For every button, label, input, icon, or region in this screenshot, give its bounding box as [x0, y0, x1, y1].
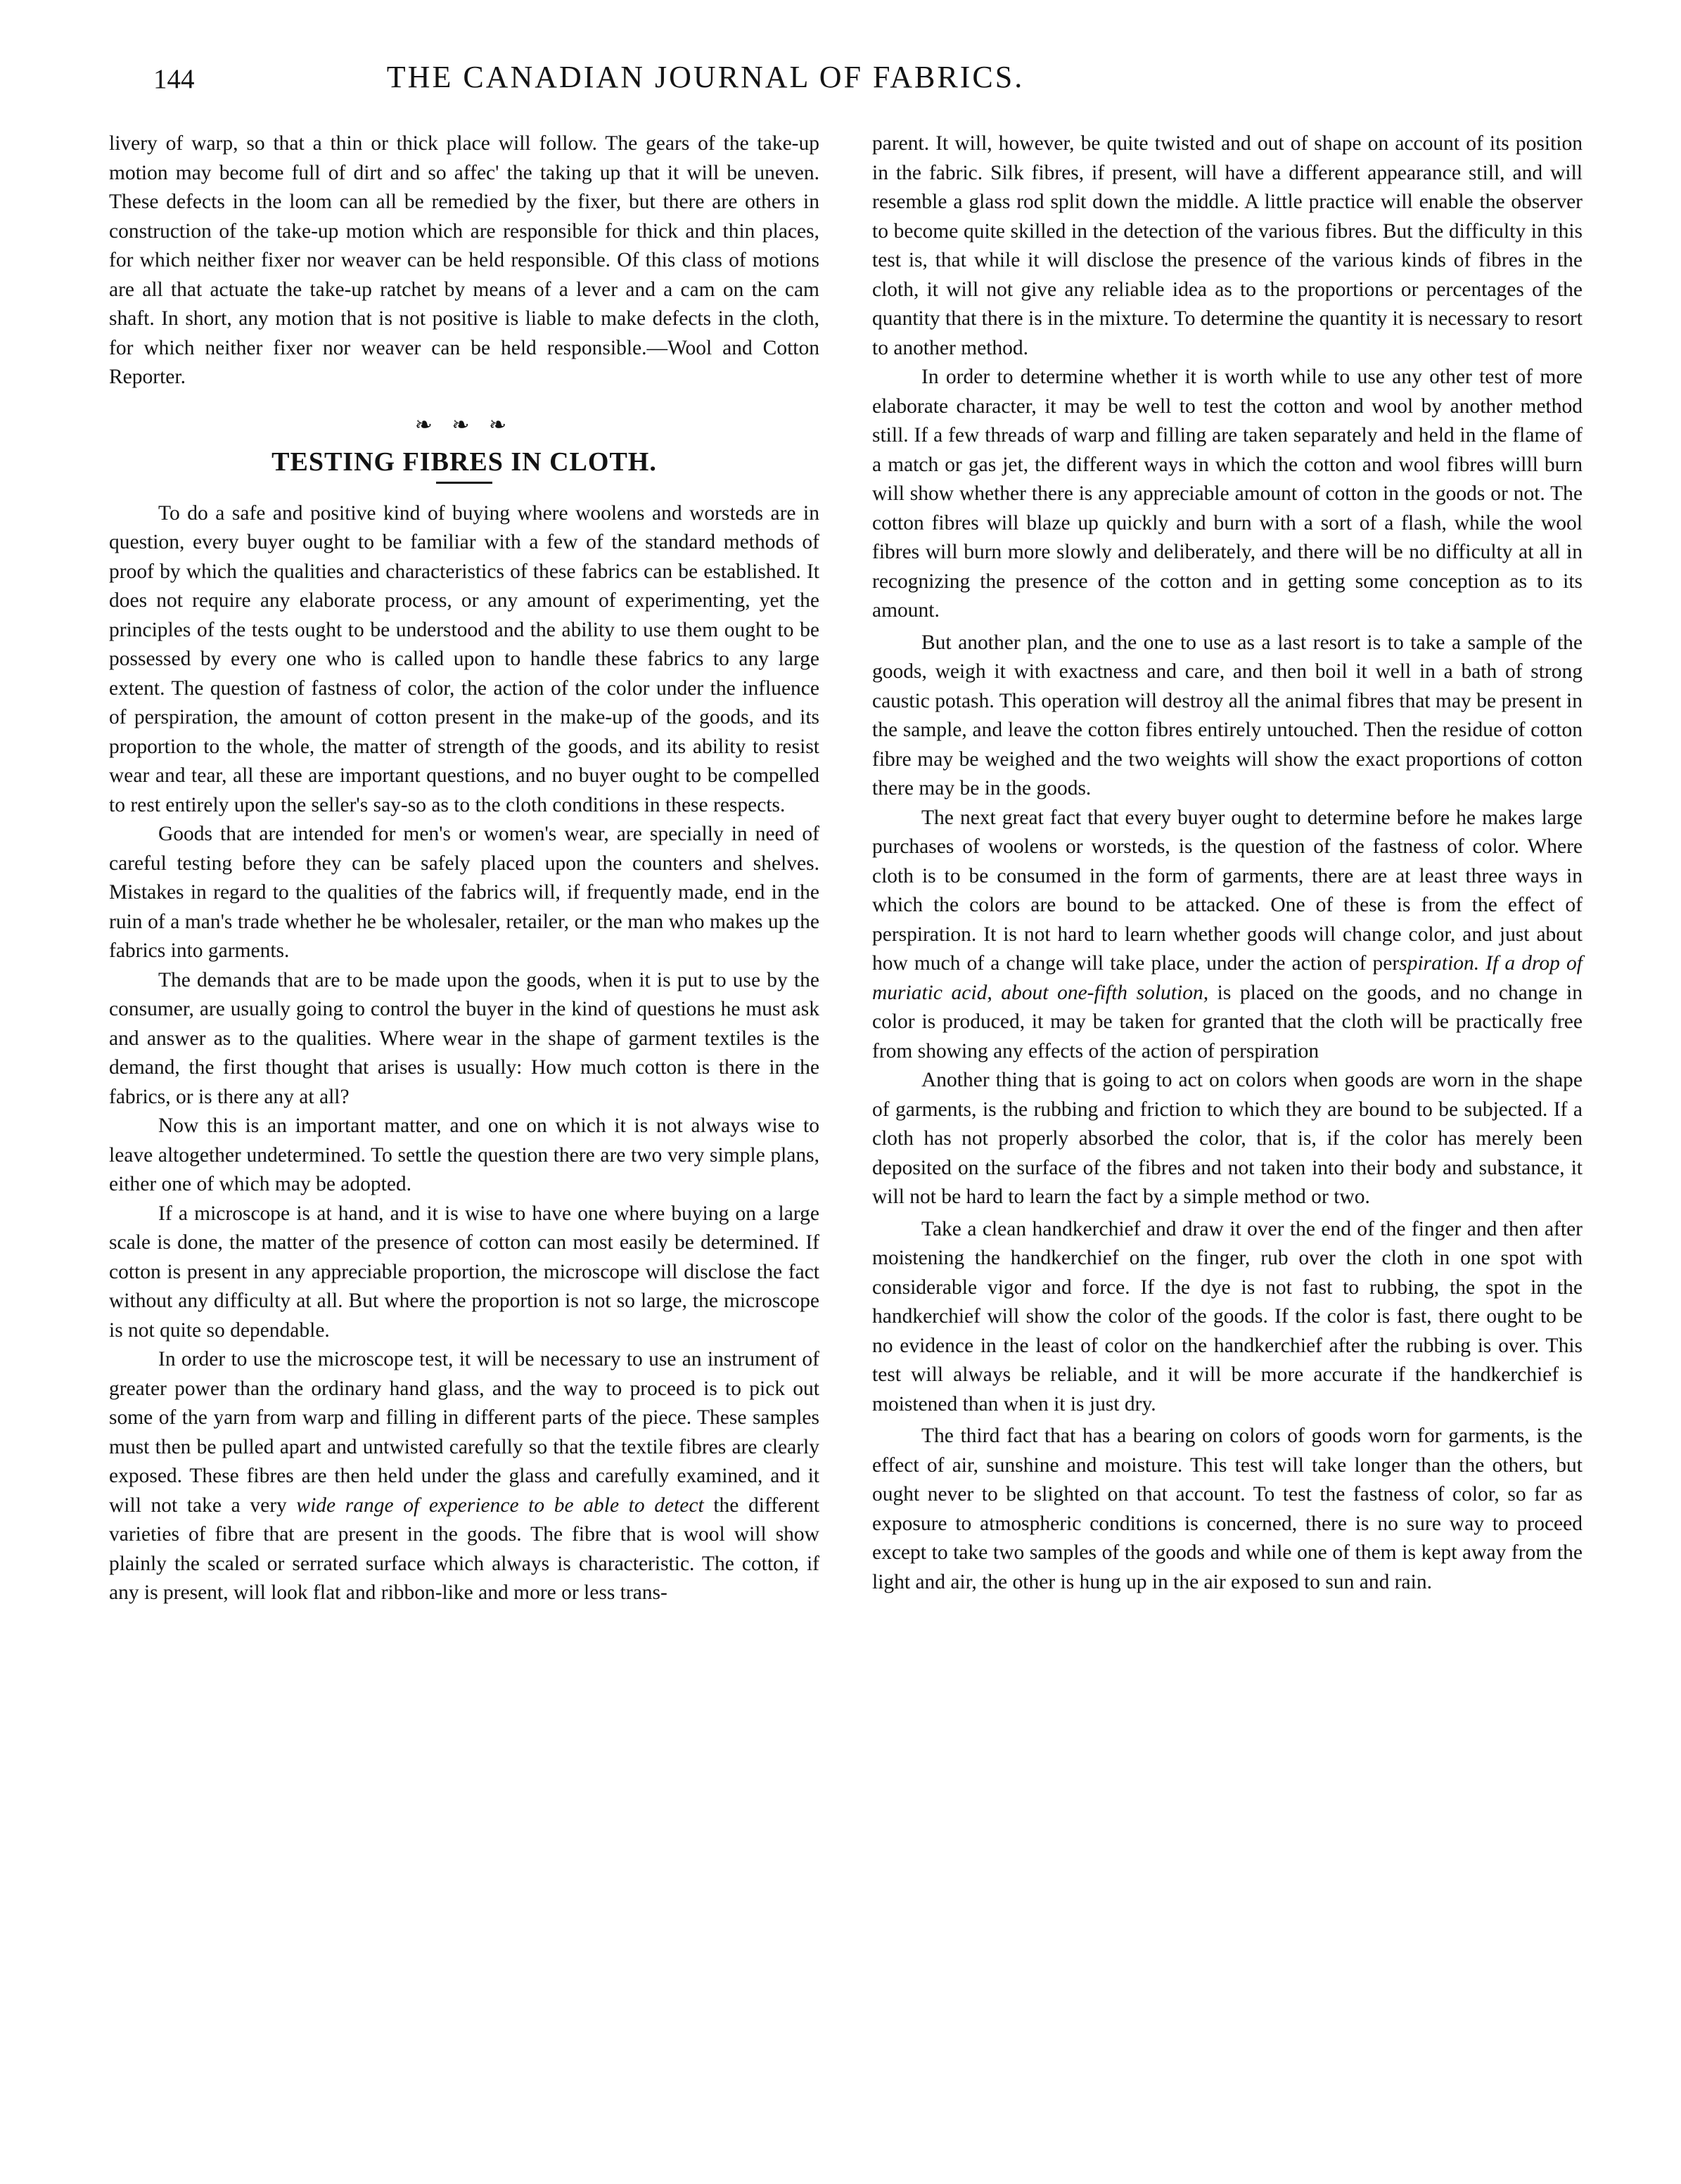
- article-paragraph: Take a clean handkerchief and draw it over the end of the finger and then after moistening the handkerchief on the finger, rub over the cloth in one spot with considerable vigor and force. If the dye is not fast to rubbing, the spot in the handkerchief will show the color of the goods. If the color is fast, there ought to be no evidence in the least of color on the handkerchief after the rubbing is over. This test will always be reliable, and it will be more accurate if the handkerchief is moistened than when it is just dry.: [872, 1217, 1583, 1415]
- article-paragraph: If a microscope is at hand, and it is wise to have one where buying on a large scale is done, the matter of the presence of cotton can most easily be determined. If cotton is present in any appreciable proportion, the microscope will disclose the fact without any difficulty at all. But where the proportion is not so large, the microscope is not quite so dependable.: [109, 1202, 819, 1342]
- article-paragraph: In order to determine whether it is worth while to use any other test of more elaborate character, it may be well to test the cotton and wool by another method still. If a few threads of warp and filling are taken separately and held in the flame of a match or gas jet, the different ways in which the cotton and wool fibres willl burn will show whether there is any appreciable amount of cotton in the goods or not. The cotton fibres will blaze up quickly and burn with a sort of a flash, while the wool fibres will burn more slowly and deliberately, and there will be no difficulty at all in recognizing the presence of the cotton and in getting some conception as to its amount.: [872, 366, 1583, 622]
- section-ornament: ❧ ❧ ❧: [414, 413, 514, 437]
- article-paragraph: The demands that are to be made upon the goods, when it is put to use by the consumer, are usually going to control the buyer in the kind of questions he must ask and answer as to the qualities. Where wear in the shape of garment textiles is the demand, the first thought that arises is usually: How much cotton is there in the fabrics, or is there any at all?: [109, 968, 819, 1108]
- italic-text-run: spiration. If a drop of muriatic acid, about one-fifth solution,: [872, 952, 1583, 1004]
- article-paragraph: parent. It will, however, be quite twisted and out of shape on account of its position in the fabric. Silk fibres, if present, will have a different appearance still, and will resemble a glass rod split down the middle. A little practice will enable the observer to become quite skilled in the detection of the various fibres. But the difficulty in this test is, that while it will disclose the presence of the various kinds of fibres in the cloth, it will not give any reliable idea as to the proportions or percentages of the quantity that there is in the mixture. To determine the quantity it is necessary to resort to another method.: [872, 132, 1583, 359]
- page-header: [146, 59, 1265, 101]
- article-title: TESTING FIBRES IN CLOTH.: [271, 447, 657, 477]
- italic-text-run: wide range of experience to be able to detect: [296, 1494, 704, 1517]
- article-paragraph: [109, 1345, 819, 1608]
- text-run: the different varieties of fibre that are present in the goods. The fibre that is wool will show plainly the scaled or serrated surface which always is characteristic. The cotton, if any is present, will look flat and ribbon-like and more or less trans-: [109, 1494, 820, 1604]
- text-run: is placed on the goods, and no change in color is produced, it may be taken for granted that the cloth will be practically free from showing any effects of the action of perspiration: [872, 981, 1583, 1062]
- journal-title: THE CANADIAN JOURNAL OF FABRICS.: [386, 60, 1025, 94]
- right-column: [872, 129, 1583, 1597]
- left-column: [109, 129, 819, 1608]
- article-paragraph: [872, 804, 1583, 1067]
- article-paragraph: Goods that are intended for men's or women's wear, are specially in need of careful testing before they can be safely placed upon the counters and shelves. Mistakes in regard to the qualities of the fabrics will, if frequently made, end in the ruin of a man's trade whether he be wholesaler, retailer, or the man who makes up the fabrics into garments.: [109, 823, 819, 962]
- article-paragraph: Another thing that is going to act on colors when goods are worn in the shape of garments, is the rubbing and friction to which they are bound to be subjected. If a cloth has not properly absorbed the color, that is, if the color has merely been deposited on the surface of the fibres and not taken into their body and substance, it will not be hard to learn the fact by a simple method or two.: [872, 1069, 1583, 1208]
- intro-paragraph: livery of warp, so that a thin or thick place will follow. The gears of the take-up motion may become full of dirt and so affec' the taking up that it will be uneven. These defects in the loom can all be remedied by the fixer, but there are others in construction of the take-up motion which are responsible for thick and thin places, for which neither fixer nor weaver can be held responsible. Of this class of motions are all that actuate the take-up ratchet by means of a lever and a cam on the cam shaft. In short, any motion that is not positive is liable to make defects in the cloth, for which neither fixer nor weaver can be held responsible.—Wool and Cotton Reporter.: [109, 132, 819, 388]
- article-paragraph: To do a safe and positive kind of buying where woolens and worsteds are in question, every buyer ought to be familiar with a few of the standard methods of proof by which the qualities and characteristics of these fabrics can be established. It does not require any elaborate process, or any amount of experimenting, yet the principles of the tests ought to be understood and the ability to use them ought to be possessed by every one who is called upon to handle these fabrics to any large extent. The question of fastness of color, the action of the color under the influence of perspiration, the amount of cotton present in the make-up of the goods, and its proportion to the whole, the matter of strength of the goods, and its ability to resist wear and tear, all these are important questions, and no buyer ought to be compelled to rest entirely upon the seller's say-so as to the cloth conditions in these respects.: [109, 501, 819, 816]
- text-run: The next great fact that every buyer ought to determine before he makes large purchases of woolens or worsteds, is the question of the fastness of color. Where cloth is to be consumed in the form of garments, there are at least three ways in which the colors are bound to be attacked. One of these is from the effect of perspiration. It is not hard to learn whether goods will change color, and just about how much of a change will take place, under the action of per: [872, 806, 1583, 975]
- page-number: 144: [153, 64, 195, 94]
- text-run: In order to use the microscope test, it will be necessary to use an instrument of greater power than the ordinary hand glass, and the way to proceed is to pick out some of the yarn from warp and filling in different parts of the piece. These samples must then be pulled apart and untwisted carefully so that the textile fibres are clearly exposed. These fibres are then held under the glass and carefully examined, and it will not take a very: [109, 1348, 819, 1517]
- article-paragraph: But another plan, and the one to use as a last resort is to take a sample of the goods, weigh it with exactness and care, and then boil it well in a bath of strong caustic potash. This operation will destroy all the animal fibres that may be present in the sample, and leave the cotton fibres entirely untouched. Then the residue of cotton fibre may be weighed and the two weights will show the exact proportions of cotton there may be in the goods.: [872, 631, 1583, 799]
- title-rule: [436, 482, 492, 484]
- article-paragraph: Now this is an important matter, and one on which it is not always wise to leave altogether undetermined. To settle the question there are two very simple plans, either one of which may be adopted.: [109, 1115, 819, 1195]
- article-paragraph: The third fact that has a bearing on colors of goods worn for garments, is the effect of air, sunshine and moisture. This test will take longer than the others, but ought never to be slighted on that account. To test the fastness of color, so far as exposure to atmospheric conditions is concerned, there is no sure way to proceed except to take two samples of the goods and while one of them is kept away from the light and air, the other is hung up in the air exposed to sun and rain.: [872, 1425, 1583, 1593]
